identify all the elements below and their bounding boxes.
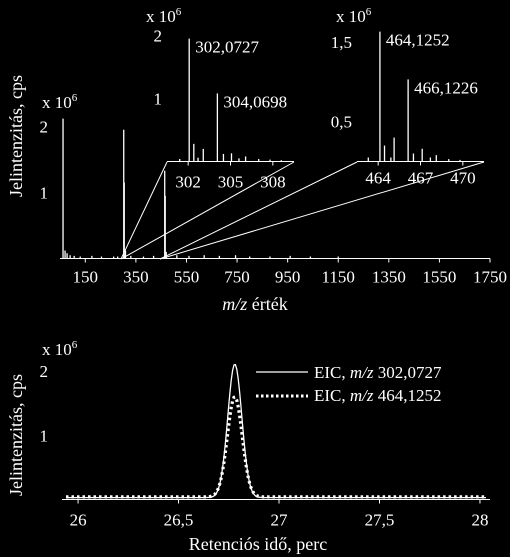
inset-302-peak-label-1: 304,0698: [223, 92, 288, 112]
inset-302-y-tick-label-1: 2: [153, 26, 162, 46]
eic-x-tick-label-4: 28: [471, 510, 489, 530]
inset-302-y-tick-label-0: 1: [153, 89, 162, 109]
eic-x-tick-label-2: 27: [270, 510, 288, 530]
inset-464-peak-label-1: 466,1226: [414, 78, 478, 98]
main-x-tick-label-0: 150: [72, 267, 99, 287]
eic-y-tick-label-1: 2: [39, 362, 48, 382]
inset-464-y-tick-label-1: 1,5: [330, 32, 352, 52]
eic-x-axis-label: Retenciós idő, perc: [188, 534, 328, 554]
main-y-axis-label: Jelintenzitás, cps: [6, 75, 26, 197]
eic-y-axis-label: Jelintenzitás, cps: [6, 374, 26, 496]
main-x-tick-label-1: 350: [123, 267, 149, 287]
inset-302-x-tick-label-0: 302: [175, 172, 201, 192]
main-x-tick-label-6: 1350: [371, 267, 406, 287]
main-x-tick-label-2: 550: [173, 267, 200, 287]
inset-464-x-tick-label-1: 467: [407, 168, 434, 188]
eic-x-tick-label-3: 27,5: [364, 510, 395, 530]
main-x-tick-label-5: 1150: [321, 267, 355, 287]
eic-y-multiplier: x $10^6$: [42, 339, 78, 359]
main-y-tick-label-0: 1: [39, 183, 48, 203]
legend-label-302: EIC, m/z 302,0727: [314, 363, 442, 382]
eic-y-tick-label-0: 1: [39, 426, 48, 446]
inset-464-x-tick-label-0: 464: [365, 168, 391, 188]
inset-302-x-tick-label-1: 305: [217, 172, 244, 192]
inset-302-y-multiplier: x $10^6$: [146, 6, 182, 26]
inset-464-y-tick-label-0: 0,5: [330, 112, 352, 132]
eic-x-tick-label-1: 26,5: [163, 510, 194, 530]
main-y-tick-label-1: 2: [39, 117, 48, 137]
inset-302-x-tick-label-2: 308: [260, 172, 286, 192]
main-x-tick-label-3: 750: [224, 267, 250, 287]
main-x-axis-label: m/z érték: [222, 294, 288, 314]
inset-464-y-multiplier: x $10^6$: [336, 6, 372, 26]
inset-302-peak-label-0: 302,0727: [195, 37, 259, 57]
main-x-tick-label-8: 1750: [473, 267, 507, 287]
main-x-tick-label-4: 950: [274, 267, 301, 287]
inset-464-peak-label-0: 464,1252: [385, 30, 450, 50]
main-x-tick-label-7: 1550: [422, 267, 457, 287]
eic-x-tick-label-0: 26: [69, 510, 87, 530]
legend-label-464: EIC, m/z 464,1252: [314, 386, 442, 405]
main-y-multiplier: x $10^6$: [42, 92, 78, 112]
inset-464-x-tick-label-2: 470: [450, 168, 476, 188]
